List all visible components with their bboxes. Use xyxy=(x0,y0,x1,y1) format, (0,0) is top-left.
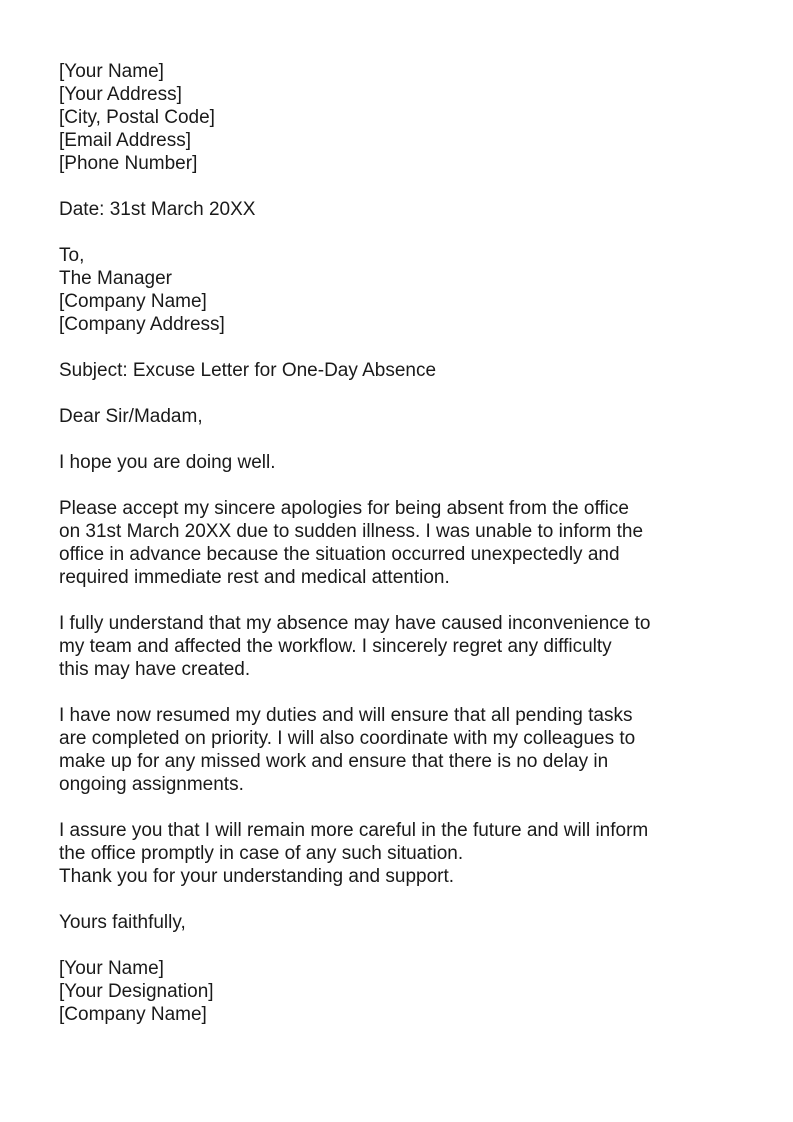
paragraph-line: Thank you for your understanding and support. xyxy=(59,866,455,887)
paragraph-line: my team and affected the workflow. I sincerely regret any difficulty xyxy=(59,636,612,657)
paragraph-line: office in advance because the situation occurred unexpectedly and xyxy=(59,544,620,565)
letter-subject: Subject: Excuse Letter for One-Day Absence xyxy=(59,360,437,381)
signature-company: [Company Name] xyxy=(59,1004,207,1025)
signature-designation: [Your Designation] xyxy=(59,981,214,1002)
paragraph-line: ongoing assignments. xyxy=(59,774,244,795)
signature-name: [Your Name] xyxy=(59,958,164,979)
paragraph-line: I have now resumed my duties and will ensure that all pending tasks xyxy=(59,705,633,726)
recipient-company-name: [Company Name] xyxy=(59,291,207,312)
paragraph-line: make up for any missed work and ensure that there is no delay in xyxy=(59,751,609,772)
body-paragraph xyxy=(59,497,759,589)
body-paragraph xyxy=(59,819,759,888)
paragraph-line: I assure you that I will remain more careful in the future and will inform xyxy=(59,820,649,841)
letter-salutation: Dear Sir/Madam, xyxy=(59,406,203,427)
sender-city-postal: [City, Postal Code] xyxy=(59,107,215,128)
body-paragraph xyxy=(59,704,759,796)
recipient-title: The Manager xyxy=(59,268,173,289)
letter-page xyxy=(59,60,759,1026)
letter-greeting: I hope you are doing well. xyxy=(59,452,276,473)
recipient-block xyxy=(59,244,759,336)
paragraph-line: I fully understand that my absence may have caused inconvenience to xyxy=(59,613,651,634)
body-paragraph xyxy=(59,612,759,681)
sender-address: [Your Address] xyxy=(59,84,182,105)
signature-block xyxy=(59,957,759,1026)
recipient-to: To, xyxy=(59,245,85,266)
paragraph-line: are completed on priority. I will also coordinate with my colleagues to xyxy=(59,728,636,749)
paragraph-line: the office promptly in case of any such situation. xyxy=(59,843,464,864)
sender-block xyxy=(59,60,759,175)
letter-closing: Yours faithfully, xyxy=(59,912,186,933)
recipient-company-address: [Company Address] xyxy=(59,314,225,335)
paragraph-line: this may have created. xyxy=(59,659,251,680)
sender-phone: [Phone Number] xyxy=(59,153,198,174)
paragraph-line: required immediate rest and medical attention. xyxy=(59,567,450,588)
sender-name: [Your Name] xyxy=(59,61,164,82)
paragraph-line: Please accept my sincere apologies for being absent from the office xyxy=(59,498,629,519)
sender-email: [Email Address] xyxy=(59,130,191,151)
letter-date: Date: 31st March 20XX xyxy=(59,199,256,220)
paragraph-line: on 31st March 20XX due to sudden illness. I was unable to inform the xyxy=(59,521,644,542)
